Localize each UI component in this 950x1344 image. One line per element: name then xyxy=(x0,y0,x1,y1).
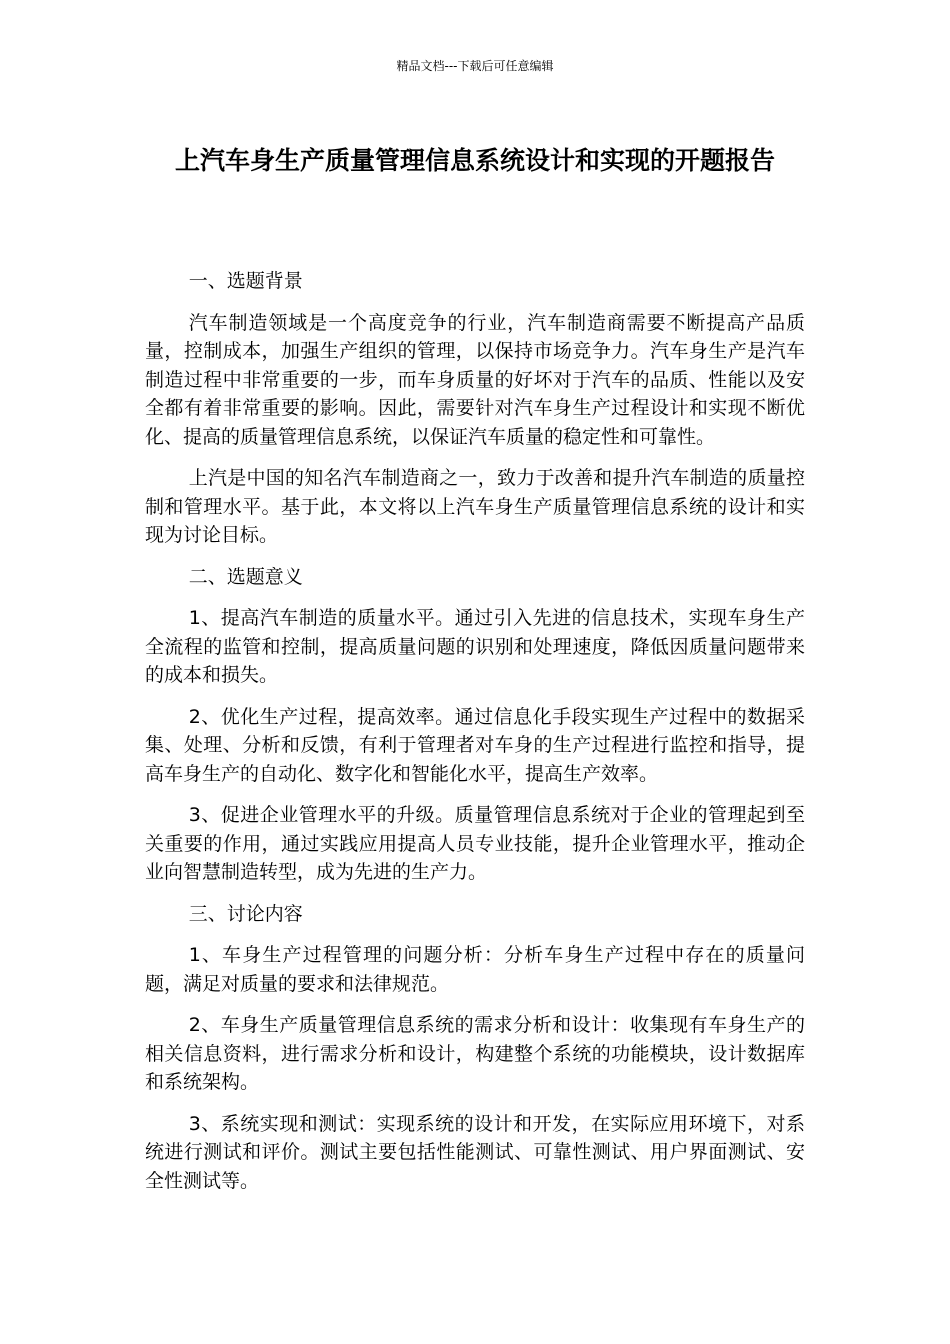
paragraph: 1、车身生产过程管理的问题分析：分析车身生产过程中存在的质量问题，满足对质量的要求和法律规范。 xyxy=(145,944,805,995)
paragraph: 上汽是中国的知名汽车制造商之一，致力于改善和提升汽车制造的质量控制和管理水平。基于此，本文将以上汽车身生产质量管理信息系统的设计和实现为讨论目标。 xyxy=(145,467,805,546)
section-heading-background: 一、选题背景 xyxy=(188,270,303,292)
section-heading-content: 三、讨论内容 xyxy=(188,902,303,925)
paragraph: 汽车制造领域是一个高度竞争的行业，汽车制造商需要不断提高产品质量，控制成本，加强生产组织的管理，以保持市场竞争力。汽车身生产是汽车制造过程中非常重要的一步，而车身质量的好坏对于汽车的品质、性能以及安全都有着非常重要的影响。因此，需要针对汽车身生产过程设计和实现不断优化、提高的质量管理信息系统，以保证汽车质量的稳定性和可靠性。 xyxy=(145,311,805,448)
paragraph: 2、优化生产过程，提高效率。通过信息化手段实现生产过程中的数据采集、处理、分析和反馈，有利于管理者对车身的生产过程进行监控和指导，提高车身生产的自动化、数字化和智能化水平，提高生产效率。 xyxy=(145,705,805,785)
paragraph: 3、促进企业管理水平的升级。质量管理信息系统对于企业的管理起到至关重要的作用，通过实践应用提高人员专业技能，提升企业管理水平，推动企业向智慧制造转型，成为先进的生产力。 xyxy=(145,804,805,883)
header-note: 精品文档---下载后可任意编辑 xyxy=(396,59,554,73)
document-title: 上汽车身生产质量管理信息系统设计和实现的开题报告 xyxy=(174,146,775,175)
paragraph: 2、车身生产质量管理信息系统的需求分析和设计：收集现有车身生产的相关信息资料，进行需求分析和设计，构建整个系统的功能模块，设计数据库和系统架构。 xyxy=(145,1014,805,1093)
section-heading-significance: 二、选题意义 xyxy=(188,565,303,588)
paragraph: 3、系统实现和测试：实现系统的设计和开发，在实际应用环境下，对系统进行测试和评价。测试主要包括性能测试、可靠性测试、用户界面测试、安全性测试等。 xyxy=(145,1112,805,1192)
document-body xyxy=(145,267,805,1208)
paragraph: 1、提高汽车制造的质量水平。通过引入先进的信息技术，实现车身生产全流程的监管和控制，提高质量问题的识别和处理速度，降低因质量问题带来的成本和损失。 xyxy=(145,607,805,686)
